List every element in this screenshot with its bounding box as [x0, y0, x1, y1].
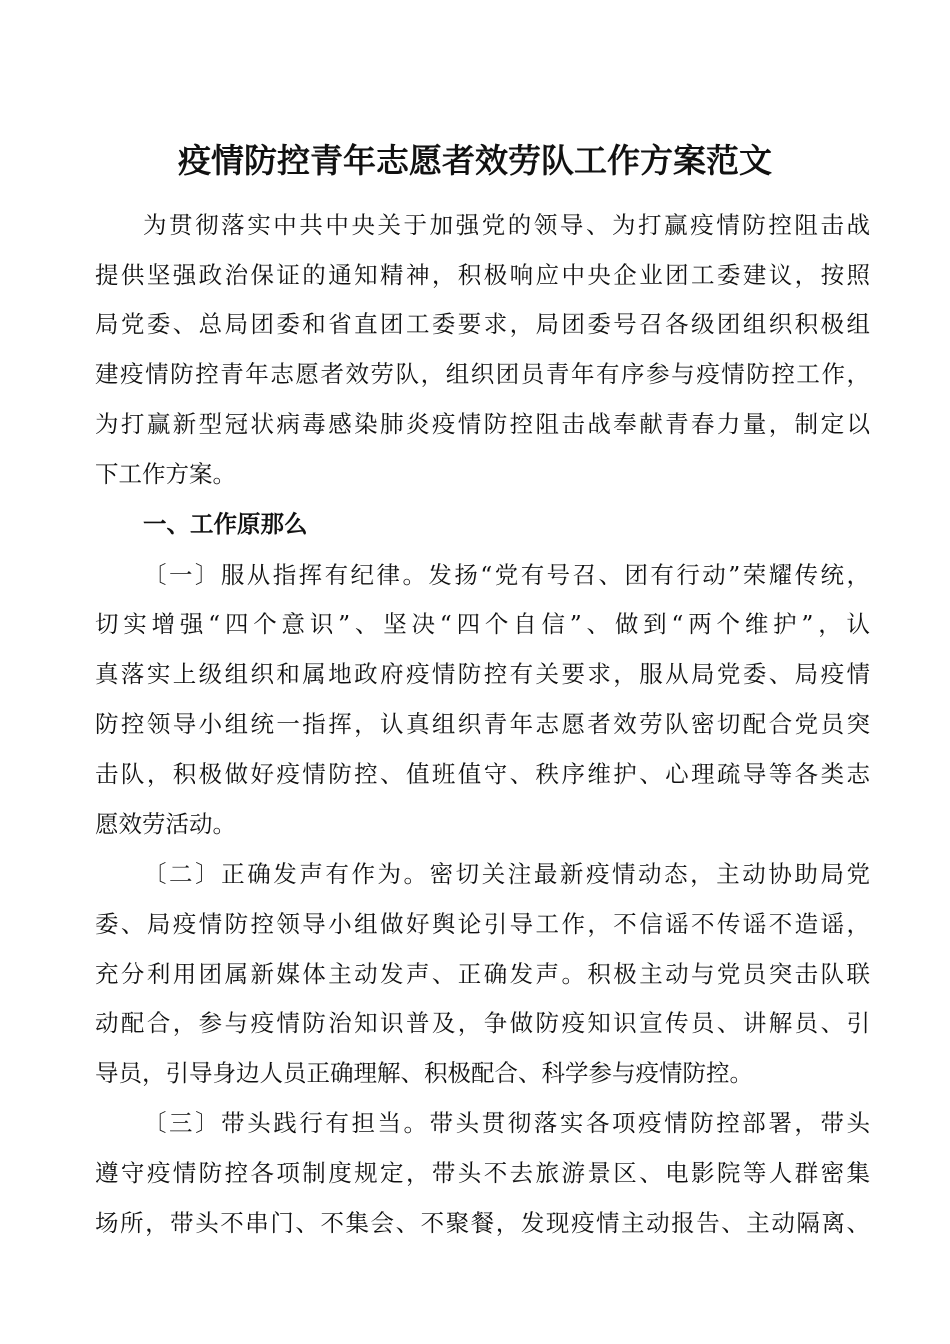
item-3-line: 场所，带头不串门、不集会、不聚餐，发现疫情主动报告、主动隔离、 — [95, 1209, 870, 1237]
intro-line: 提供坚强政治保证的通知精神，积极响应中央企业团工委建议，按照 — [95, 261, 870, 289]
item-1-line: 防控领导小组统一指挥，认真组织青年志愿者效劳队密切配合党员突 — [95, 710, 870, 738]
item-3-line: 遵守疫情防控各项制度规定，带头不去旅游景区、电影院等人群密集 — [95, 1159, 870, 1187]
item-1-line: 击队，积极做好疫情防控、值班值守、秩序维护、心理疏导等各类志 — [95, 760, 870, 788]
document-title: 疫情防控青年志愿者效劳队工作方案范文 — [178, 141, 772, 180]
item-2-line: 委、局疫情防控领导小组做好舆论引导工作，不信谣不传谣不造谣， — [95, 910, 870, 938]
intro-line: 为打赢新型冠状病毒感染肺炎疫情防控阻击战奉献青春力量，制定以 — [95, 410, 870, 438]
item-2-line: 充分利用团属新媒体主动发声、正确发声。积极主动与党员突击队联 — [95, 960, 870, 988]
intro-line: 为贯彻落实中共中央关于加强党的领导、为打赢疫情防控阻击战 — [143, 211, 870, 239]
item-2-line: 动配合，参与疫情防治知识普及，争做防疫知识宣传员、讲解员、引 — [95, 1009, 870, 1037]
item-2-line: 〔二〕正确发声有作为。密切关注最新疫情动态，主动协助局党 — [143, 860, 870, 888]
item-2-line: 导员，引导身边人员正确理解、积极配合、科学参与疫情防控。 — [95, 1059, 753, 1087]
item-1-line: 切实增强“四个意识”、坚决“四个自信”、做到“两个维护”，认 — [95, 610, 870, 638]
item-3-line: 〔三〕带头践行有担当。带头贯彻落实各项疫情防控部署，带头 — [143, 1109, 870, 1137]
item-1-line: 〔一〕服从指挥有纪律。发扬“党有号召、团有行动”荣耀传统， — [143, 561, 870, 589]
item-1-line: 愿效劳活动。 — [95, 810, 236, 838]
intro-line: 局党委、总局团委和省直团工委要求，局团委号召各级团组织积极组 — [95, 310, 870, 338]
intro-line: 下工作方案。 — [95, 460, 236, 488]
intro-line: 建疫情防控青年志愿者效劳队，组织团员青年有序参与疫情防控工作， — [95, 360, 870, 388]
section-heading: 一、工作原那么 — [143, 510, 308, 538]
item-1-line: 真落实上级组织和属地政府疫情防控有关要求，服从局党委、局疫情 — [95, 660, 870, 688]
